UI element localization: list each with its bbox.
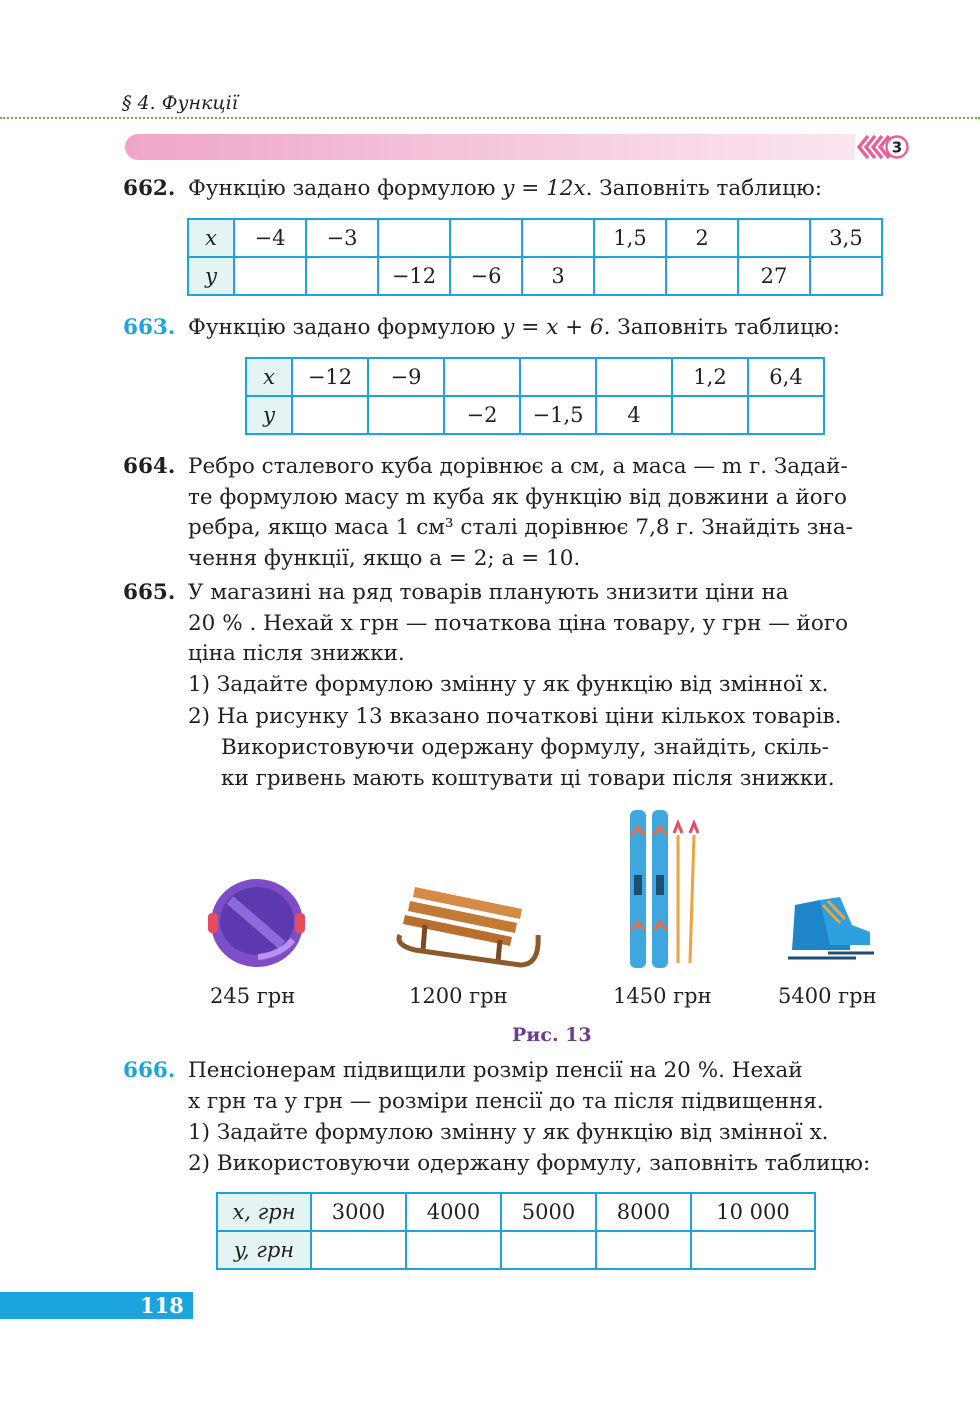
table-cell bbox=[596, 1231, 691, 1269]
task-665 bbox=[123, 578, 913, 791]
table-cell bbox=[520, 358, 596, 396]
task-number: 662. bbox=[123, 176, 176, 201]
table-cell bbox=[691, 1231, 815, 1269]
table-cell bbox=[406, 1231, 501, 1269]
table-row-x bbox=[188, 219, 882, 257]
table-cell: 3,5 bbox=[810, 219, 882, 257]
table-cell bbox=[234, 257, 306, 295]
table-cell bbox=[666, 257, 738, 295]
page-number: 118 bbox=[140, 1293, 184, 1318]
task-number: 663. bbox=[123, 315, 176, 340]
subtask-2: 2) На рисунку 13 вказано початкові ціни кількох товарів. bbox=[188, 704, 842, 729]
skis-icon bbox=[630, 810, 698, 968]
subtask-1: 1) Задайте формулою змінну y як функцію від змінної x. bbox=[188, 672, 829, 697]
table-cell bbox=[810, 257, 882, 295]
header-cell: y, грн bbox=[217, 1231, 311, 1269]
difficulty-band bbox=[125, 134, 855, 160]
sled-icon bbox=[399, 887, 538, 965]
task-number: 666. bbox=[123, 1058, 176, 1083]
task-number: 665. bbox=[123, 580, 176, 605]
header-divider bbox=[0, 117, 980, 119]
value-table-666 bbox=[216, 1192, 816, 1270]
ice-skates-icon bbox=[788, 897, 874, 958]
subtask-1: 1) Задайте формулою змінну y як функцію від змінної x. bbox=[188, 1120, 829, 1145]
table-cell: −12 bbox=[292, 358, 368, 396]
task-statement: Ребро сталевого куба дорівнює a см, а маса — m г. Задай- те формулою масу m куба як функцію від довжини a його ребра, якщо маса 1 см³ сталі дорівнює 7,8 г. Знайдіть зна- чення функції, якщо a = 2; a = 10. bbox=[188, 454, 853, 571]
table-cell bbox=[444, 358, 520, 396]
figure-13-illustration bbox=[200, 805, 900, 975]
snow-tube-icon bbox=[208, 879, 305, 967]
value-table-663 bbox=[245, 357, 825, 435]
formula: y = x + 6 bbox=[502, 315, 604, 340]
table-cell: 8000 bbox=[596, 1193, 691, 1231]
task-statement: Пенсіонерам підвищили розмір пенсії на 20 %. Нехай x грн та y грн — розміри пенсії до та після підвищення. bbox=[188, 1058, 824, 1114]
header-cell: y bbox=[188, 257, 234, 295]
header-cell: x, грн bbox=[217, 1193, 311, 1231]
table-cell: 27 bbox=[738, 257, 810, 295]
value-table-662 bbox=[187, 218, 883, 296]
table-cell: −12 bbox=[378, 257, 450, 295]
table-cell: 10 000 bbox=[691, 1193, 815, 1231]
table-cell: 1,5 bbox=[594, 219, 666, 257]
price-skates: 5400 грн bbox=[778, 984, 877, 1008]
table-row-y bbox=[188, 257, 882, 295]
table-row-y bbox=[217, 1231, 815, 1269]
task-662 bbox=[123, 174, 913, 205]
svg-text:3: 3 bbox=[891, 138, 903, 157]
table-cell: 2 bbox=[666, 219, 738, 257]
header-cell: x bbox=[188, 219, 234, 257]
table-cell: 6,4 bbox=[748, 358, 824, 396]
difficulty-level-badge bbox=[856, 134, 910, 160]
table-cell bbox=[292, 396, 368, 434]
table-cell bbox=[522, 219, 594, 257]
table-row-x bbox=[217, 1193, 815, 1231]
table-cell: 5000 bbox=[501, 1193, 596, 1231]
subtask-2-line: ки гривень мають коштувати ці товари після знижки. bbox=[221, 766, 835, 791]
subtask-2: 2) Використовуючи одержану формулу, заповніть таблицю: bbox=[188, 1151, 871, 1176]
price-snow-tube: 245 грн bbox=[210, 984, 296, 1008]
table-cell bbox=[311, 1231, 406, 1269]
table-cell: 4 bbox=[596, 396, 672, 434]
task-664 bbox=[123, 452, 913, 571]
table-cell: −3 bbox=[306, 219, 378, 257]
table-cell: −4 bbox=[234, 219, 306, 257]
table-cell bbox=[378, 219, 450, 257]
table-cell bbox=[672, 396, 748, 434]
table-cell bbox=[748, 396, 824, 434]
table-cell: −1,5 bbox=[520, 396, 596, 434]
header-cell: y bbox=[246, 396, 292, 434]
table-cell: 1,2 bbox=[672, 358, 748, 396]
table-cell: −9 bbox=[368, 358, 444, 396]
task-statement: Функцію задано формулою y = x + 6. Заповніть таблицю: bbox=[188, 315, 840, 340]
table-cell: 4000 bbox=[406, 1193, 501, 1231]
task-number: 664. bbox=[123, 454, 176, 479]
header-cell: x bbox=[246, 358, 292, 396]
section-title: § 4. Функції bbox=[122, 92, 238, 114]
task-663 bbox=[123, 313, 913, 344]
table-cell: 3 bbox=[522, 257, 594, 295]
figure-caption: Рис. 13 bbox=[512, 1024, 592, 1046]
task-statement: У магазині на ряд товарів планують знизити ціни на 20 % . Нехай x грн — початкова ціна товару, y грн — його ціна після знижки. bbox=[188, 580, 849, 666]
table-cell: −6 bbox=[450, 257, 522, 295]
table-cell bbox=[501, 1231, 596, 1269]
table-cell bbox=[738, 219, 810, 257]
subtask-2-line: Використовуючи одержану формулу, знайдіть, скіль- bbox=[221, 735, 829, 760]
table-row-y bbox=[246, 396, 824, 434]
table-cell: −2 bbox=[444, 396, 520, 434]
table-cell bbox=[306, 257, 378, 295]
table-cell bbox=[368, 396, 444, 434]
chevrons-left-icon bbox=[856, 134, 910, 160]
table-cell: 3000 bbox=[311, 1193, 406, 1231]
table-cell bbox=[596, 358, 672, 396]
task-statement: Функцію задано формулою y = 12x. Заповніть таблицю: bbox=[188, 176, 822, 201]
task-666 bbox=[123, 1056, 913, 1176]
formula: y = 12x bbox=[502, 176, 586, 201]
table-cell bbox=[594, 257, 666, 295]
price-sled: 1200 грн bbox=[409, 984, 508, 1008]
price-skis: 1450 грн bbox=[613, 984, 712, 1008]
table-cell bbox=[450, 219, 522, 257]
table-row-x bbox=[246, 358, 824, 396]
